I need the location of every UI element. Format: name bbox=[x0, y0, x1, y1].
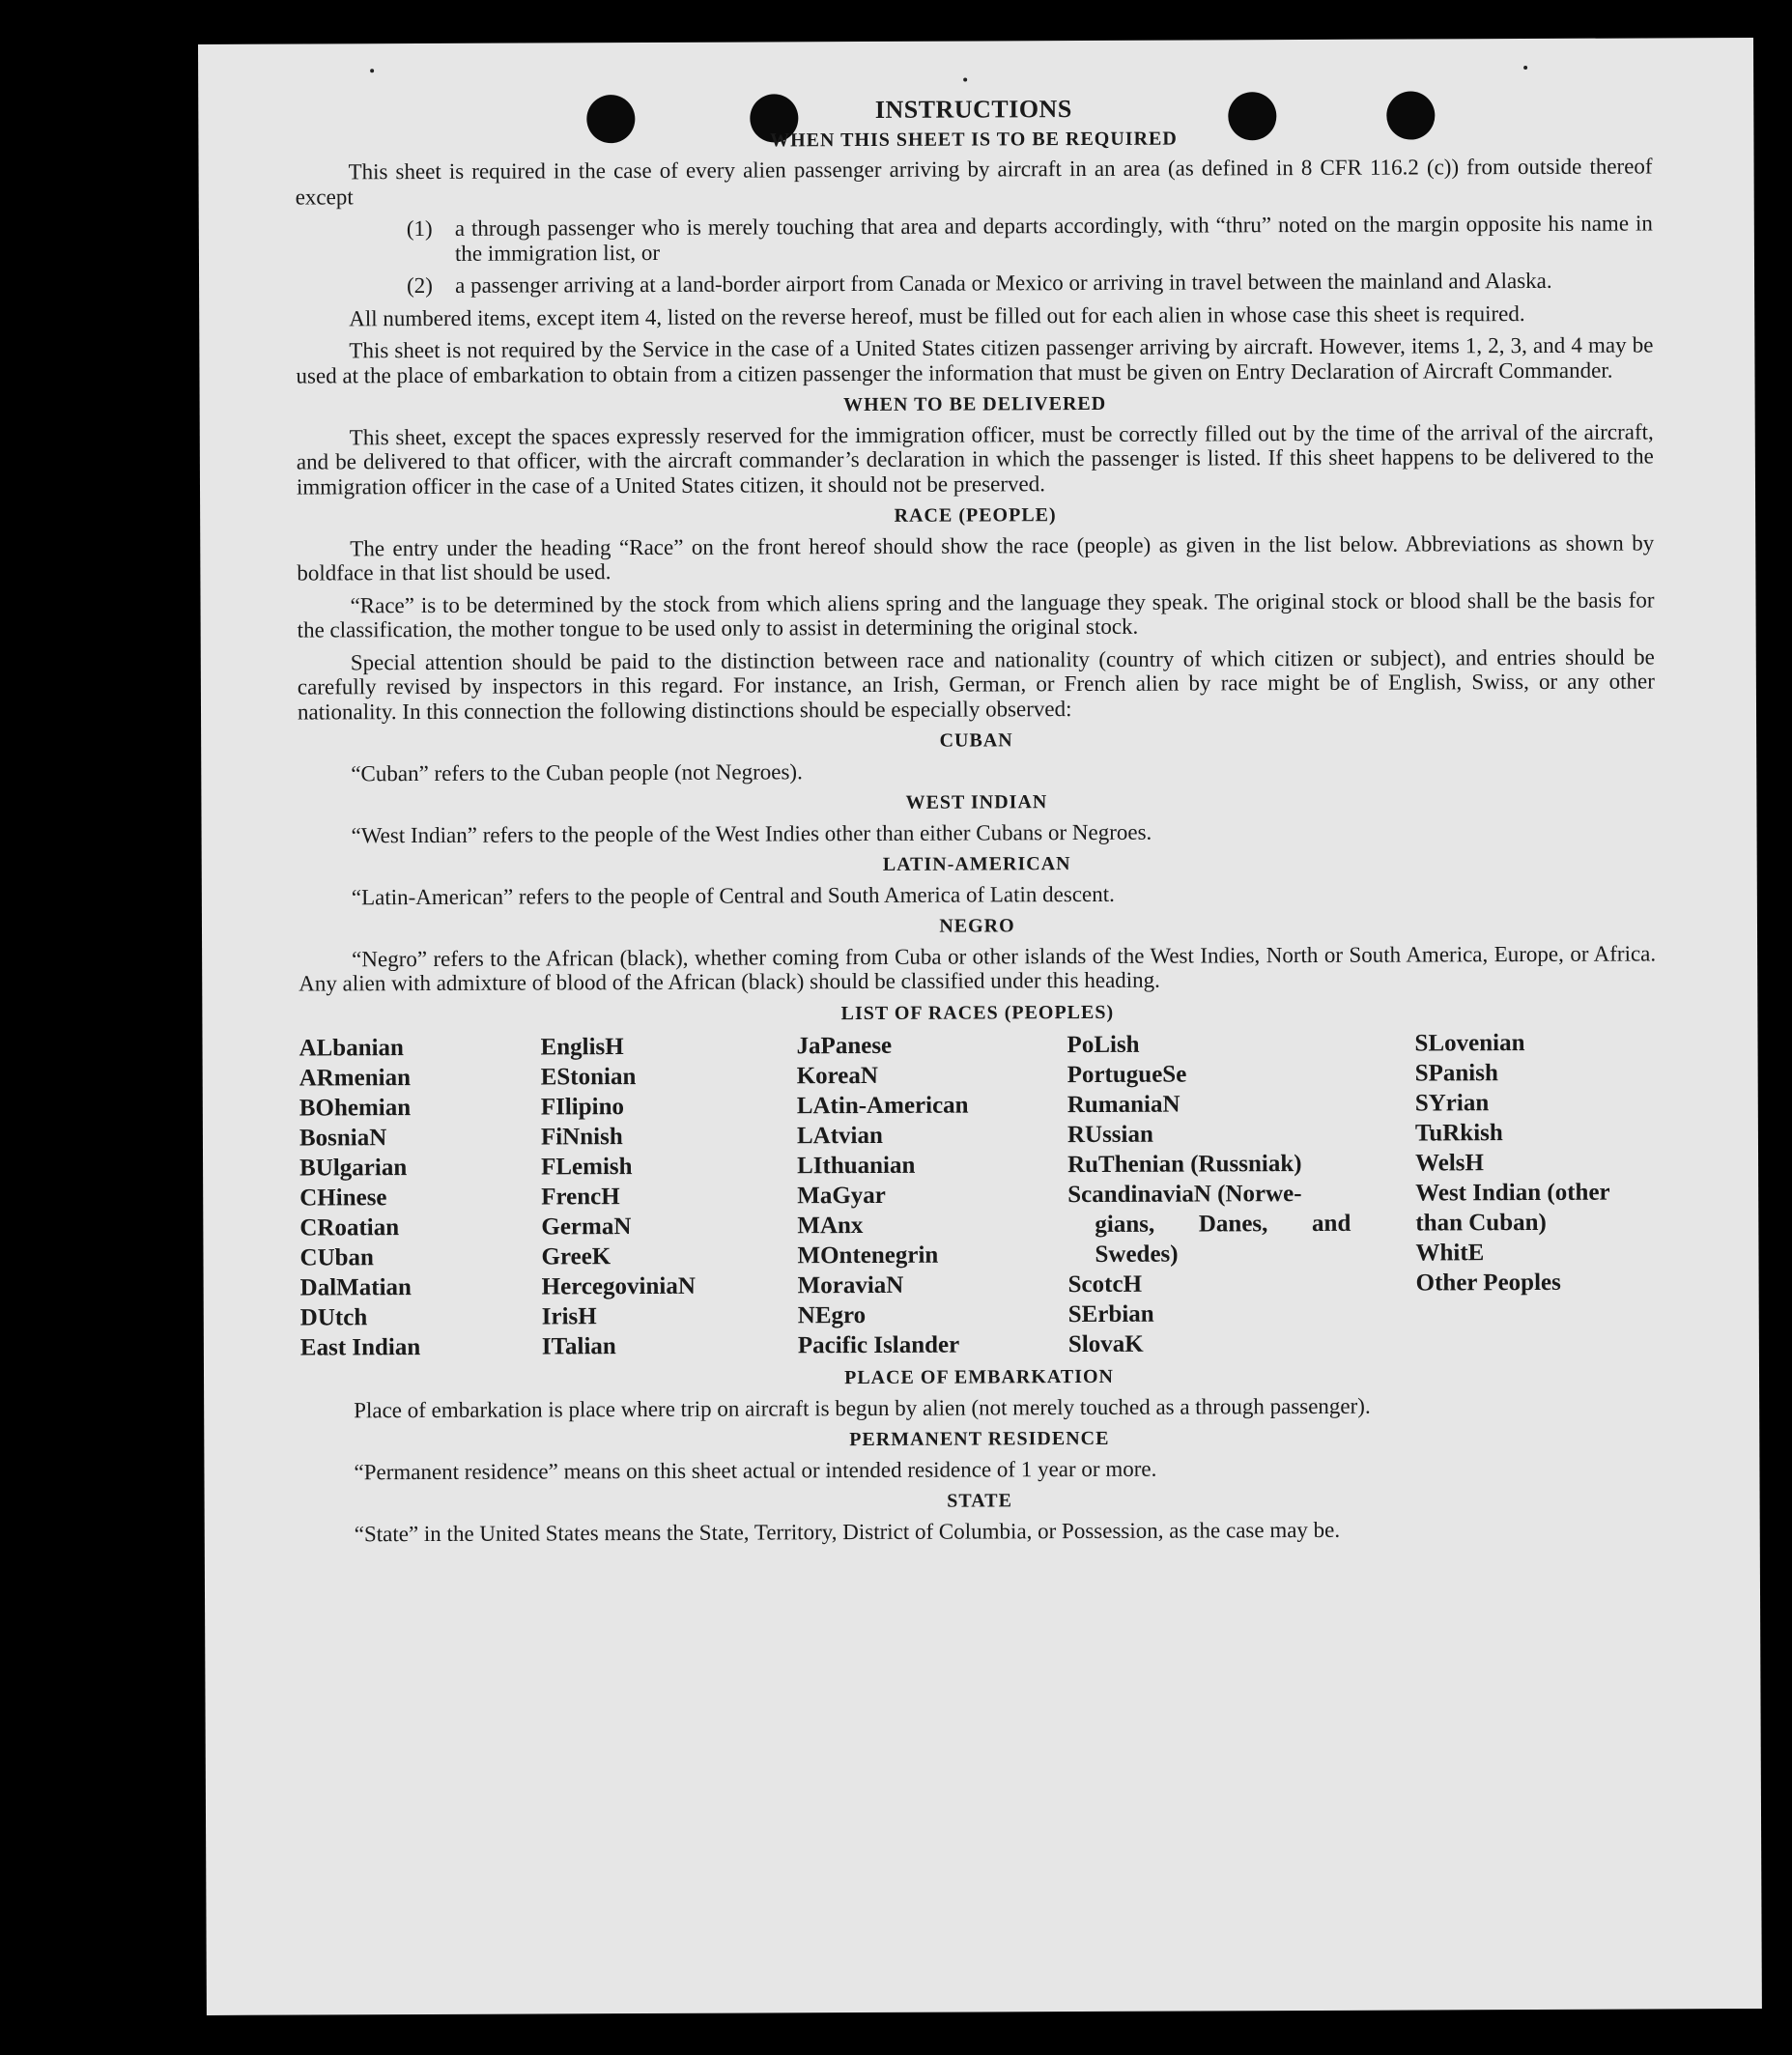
paragraph: Special attention should be paid to the distinction between race and nationality (country of which citizen or subject), and entries should be carefully revised by inspectors in this regard. For instance, an Irish, German, or French alien by race might be of English, Swiss, or any other nationality. In this connection the following distinctions should be especially observed: bbox=[297, 643, 1655, 725]
race-entry: CUban bbox=[299, 1244, 374, 1271]
races-column bbox=[1414, 1027, 1662, 1357]
paragraph: “Race” is to be determined by the stock from which aliens spring and the language they speak. The original stock or blood shall be the basis for the classification, the mother tongue to be used only to assist in determining the original stock. bbox=[297, 586, 1655, 642]
race-entry: SYrian bbox=[1414, 1090, 1490, 1117]
race-entry: MOntenegrin bbox=[797, 1242, 939, 1270]
item-number: (1) bbox=[406, 215, 433, 242]
heading-when-delivered: WHEN TO BE DELIVERED bbox=[843, 392, 1107, 416]
heading-permanent-residence: PERMANENT RESIDENCE bbox=[849, 1427, 1110, 1451]
race-entry: RUssian bbox=[1067, 1121, 1153, 1149]
race-entry: HercegoviniaN bbox=[541, 1272, 696, 1300]
race-entry: JaPanese bbox=[796, 1032, 893, 1060]
paragraph: The entry under the heading “Race” on the front hereof should show the race (people) as given in the list below. Abbreviations as shown by boldface in that list should be used. bbox=[297, 529, 1655, 585]
race-entry: CRoatian bbox=[299, 1214, 400, 1242]
paragraph: All numbered items, except item 4, listed on the reverse hereof, must be filled out for each alien in whose case this sheet is required. bbox=[349, 300, 1525, 330]
race-entry: LIthuanian bbox=[797, 1152, 916, 1180]
race-entry: GreeK bbox=[541, 1243, 612, 1270]
race-entry: WelsH bbox=[1415, 1150, 1484, 1177]
heading-list-of-races: LIST OF RACES (PEOPLES) bbox=[840, 1001, 1115, 1024]
heading-when-required: WHEN THIS SHEET IS TO BE REQUIRED bbox=[770, 128, 1178, 151]
race-entry: BosniaN bbox=[299, 1125, 387, 1152]
races-column bbox=[796, 1030, 1067, 1360]
list-item bbox=[407, 268, 1653, 298]
heading-race: RACE (PEOPLE) bbox=[894, 504, 1057, 527]
paragraph: This sheet, except the spaces expressly reserved for the immigration officer, must be correctly filled out by the time of the arrival of the aircraft, and be delivered to that officer, with the aircraft commander’s declaration in which the passenger is listed. If this sheet happens to be delivered to the immigration officer in the case of a United States citizen, it should not be preserved. bbox=[296, 418, 1654, 499]
paragraph: “West Indian” refers to the people of the West Indies other than either Cubans or Negroes. bbox=[351, 819, 1152, 847]
race-entry: NEgro bbox=[797, 1301, 867, 1329]
race-entry: MoraviaN bbox=[797, 1271, 904, 1299]
race-entry: FrencH bbox=[541, 1184, 620, 1211]
heading-place-of-embarkation: PLACE OF EMBARKATION bbox=[844, 1365, 1115, 1389]
race-entry: FiNnish bbox=[540, 1124, 623, 1151]
paragraph: “Permanent residence” means on this sheet actual or intended residence of 1 year or more. bbox=[354, 1456, 1157, 1484]
race-entry: RuThenian (Russniak) bbox=[1067, 1151, 1302, 1179]
race-entry: BOhemian bbox=[299, 1095, 412, 1122]
document-sheet bbox=[198, 38, 1762, 2015]
speck bbox=[963, 78, 967, 82]
race-entry: LAtin-American bbox=[796, 1092, 969, 1120]
paragraph: “Latin-American” refers to the people of Central and South America of Latin descent. bbox=[351, 881, 1115, 909]
race-entry: IrisH bbox=[541, 1303, 597, 1330]
race-entry: PoLish bbox=[1067, 1031, 1140, 1059]
race-entry: Other Peoples bbox=[1415, 1269, 1561, 1297]
races-column bbox=[299, 1032, 541, 1362]
race-entry: Pacific Islander bbox=[797, 1331, 960, 1359]
race-entry: MAnx bbox=[797, 1213, 864, 1240]
race-entry: SErbian bbox=[1067, 1300, 1154, 1328]
race-entry: WhitE bbox=[1415, 1240, 1485, 1267]
race-entry: TuRkish bbox=[1414, 1120, 1503, 1147]
race-entry: East Indian bbox=[299, 1334, 421, 1361]
races-column bbox=[1067, 1029, 1415, 1360]
race-entry: MaGyar bbox=[797, 1182, 886, 1210]
list-item bbox=[407, 211, 1653, 266]
races-column bbox=[540, 1031, 797, 1361]
race-entry: EnglisH bbox=[540, 1034, 624, 1061]
race-entry: PortugueSe bbox=[1067, 1061, 1187, 1089]
item-text: a passenger arriving at a land-border airport from Canada or Mexico or arriving in travel between the mainland and Alaska. bbox=[455, 268, 1552, 298]
race-entry: SPanish bbox=[1414, 1060, 1498, 1087]
race-entry: EStonian bbox=[540, 1064, 637, 1091]
race-entry: ARmenian bbox=[299, 1065, 412, 1092]
document-content bbox=[295, 94, 1659, 1554]
heading-latin-american: LATIN-AMERICAN bbox=[882, 853, 1071, 875]
race-entry: KoreaN bbox=[796, 1062, 878, 1090]
paragraph-intro: This sheet is required in the case of every alien passenger arriving by aircraft in an area (as defined in 8 CFR 116.2 (c)) from outside thereof except bbox=[295, 154, 1653, 210]
race-entry: ALbanian bbox=[299, 1035, 404, 1062]
race-entry: SLovenian bbox=[1414, 1030, 1525, 1057]
race-entry: DalMatian bbox=[299, 1274, 412, 1301]
race-entry: RumaniaN bbox=[1067, 1091, 1180, 1119]
race-entry: DUtch bbox=[299, 1304, 368, 1331]
race-entry: FIlipino bbox=[540, 1094, 625, 1121]
paragraph: Place of embarkation is place where trip on aircraft is begun by alien (not merely touched as a through passenger). bbox=[354, 1393, 1371, 1422]
heading-cuban: CUBAN bbox=[939, 729, 1013, 752]
speck bbox=[1523, 66, 1527, 70]
item-text: a through passenger who is merely touching that area and departs accordingly, with “thru” noted on the margin opposite his name in the immigration list, or bbox=[454, 211, 1653, 266]
race-entry: SlovaK bbox=[1067, 1330, 1144, 1358]
heading-west-indian: WEST INDIAN bbox=[905, 791, 1048, 813]
race-entry-continued: gians, Danes, and Swedes) bbox=[1095, 1210, 1351, 1268]
race-entry: ScandinaviaN (Norwe- bbox=[1067, 1181, 1302, 1209]
paragraph: “State” in the United States means the State, Territory, District of Columbia, or Possession, as the case may be. bbox=[354, 1517, 1341, 1546]
race-entry: BUlgarian bbox=[299, 1155, 408, 1182]
speck bbox=[370, 69, 374, 72]
races-list bbox=[299, 1027, 1657, 1362]
item-number: (2) bbox=[407, 272, 433, 299]
race-entry: West Indian (other than Cuban) bbox=[1415, 1179, 1610, 1237]
page-title: INSTRUCTIONS bbox=[874, 95, 1072, 124]
race-entry: GermaN bbox=[541, 1213, 632, 1241]
heading-state: STATE bbox=[947, 1490, 1012, 1512]
race-entry: ITalian bbox=[541, 1333, 616, 1360]
race-entry: LAtvian bbox=[796, 1122, 883, 1150]
heading-negro: NEGRO bbox=[939, 915, 1015, 937]
paragraph: “Negro” refers to the African (black), whether coming from Cuba or other islands of the West Indies, North or South America, Europe, or Africa. Any alien with admixture of blood of the African (black) should be classified under this heading. bbox=[299, 940, 1657, 996]
race-entry: CHinese bbox=[299, 1184, 387, 1212]
race-entry: ScotcH bbox=[1067, 1270, 1143, 1299]
race-entry: FLemish bbox=[541, 1154, 633, 1181]
paragraph: “Cuban” refers to the Cuban people (not Negroes). bbox=[351, 758, 803, 785]
paragraph: This sheet is not required by the Service in the case of a United States citizen passenger arriving by aircraft. However, items 1, 2, 3, and 4 may be used at the place of embarkation to obtain from a citizen passenger the information that must be given on Entry Declaration of Aircraft Commander. bbox=[296, 332, 1654, 388]
